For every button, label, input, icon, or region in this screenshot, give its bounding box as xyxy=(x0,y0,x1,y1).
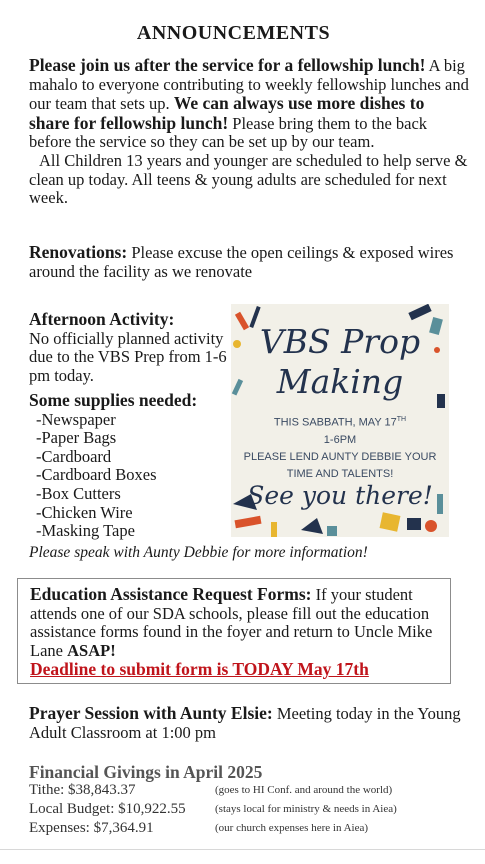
flyer-closing: See you there! xyxy=(247,481,433,510)
dishes-text: Please bring them to the back before the service so they can be set up by our team. xyxy=(29,113,428,152)
fellowship-text: A big mahalo to everyone contributing to weekly fellowship lunches and our team that sets up. xyxy=(29,56,469,114)
financial-row-expenses xyxy=(29,820,369,837)
supply-item: -Chicken Wire xyxy=(36,502,133,522)
education-text: If your student attends one of our SDA schools, please fill out the education assistance forms found in the foyer and return to Uncle Mike Lane xyxy=(30,585,433,660)
financial-row-note: (our church expenses here in Aiea) xyxy=(215,822,369,834)
supply-item: -Masking Tape xyxy=(36,521,135,541)
supplies-section xyxy=(29,391,234,541)
flyer-time: 1-6PM xyxy=(323,433,357,446)
page-divider xyxy=(0,849,485,850)
education-box xyxy=(17,578,451,684)
financial-row-tithe xyxy=(29,782,393,799)
financial-title: Financial Givings in April 2025 xyxy=(29,762,263,782)
flyer-ask-line1: PLEASE LEND AUNTY DEBBIE YOUR xyxy=(243,450,437,463)
financial-row-label: Expenses: $7,364.91 xyxy=(29,820,154,836)
flyer-date: THIS SABBATH, MAY 17 xyxy=(273,416,397,429)
flyer-title-line2: Making xyxy=(276,362,404,401)
afternoon-label: Afternoon Activity: xyxy=(29,309,175,329)
fellowship-heading: Please join us after the service for a fellowship lunch! xyxy=(29,55,426,75)
children-schedule-text: All Children 13 years and younger are scheduled to help serve & clean up today. All teens & young adults are scheduled for next week. xyxy=(29,150,468,208)
afternoon-text: No officially planned activity due to the VBS Prep from 1-6 pm today. xyxy=(29,328,227,385)
afternoon-section xyxy=(29,310,234,385)
vbs-flyer-image xyxy=(231,304,449,537)
supply-item: -Newspaper xyxy=(36,409,116,429)
flyer-info xyxy=(231,411,449,483)
prayer-section xyxy=(29,704,469,742)
supplies-label: Some supplies needed: xyxy=(29,390,198,410)
renovations-section xyxy=(29,243,469,281)
education-label: Education Assistance Request Forms: xyxy=(30,584,312,604)
supplies-note: Please speak with Aunty Debbie for more information! xyxy=(29,544,368,561)
prayer-label: Prayer Session with Aunty Elsie: xyxy=(29,703,273,723)
flyer-date-sup: TH xyxy=(396,416,407,423)
financial-row-note: (goes to HI Conf. and around the world) xyxy=(215,784,393,796)
fellowship-section xyxy=(29,56,469,208)
education-asap: ASAP! xyxy=(67,640,116,660)
page-title: ANNOUNCEMENTS xyxy=(136,22,331,44)
supply-item: -Cardboard Boxes xyxy=(36,465,157,485)
renovations-text: Please excuse the open ceilings & exposed wires around the facility as we renovate xyxy=(29,243,454,281)
education-deadline: Deadline to submit form is TODAY May 17th xyxy=(30,659,369,680)
financial-row-note: (stays local for ministry & needs in Aiea) xyxy=(215,803,397,815)
financial-row-label: Tithe: $38,843.37 xyxy=(29,782,136,798)
financial-row-label: Local Budget: $10,922.55 xyxy=(29,801,186,817)
education-text-block xyxy=(30,585,450,680)
supply-item: -Paper Bags xyxy=(36,428,117,448)
dishes-heading: We can always use more dishes to share for fellowship lunch! xyxy=(29,93,425,133)
flyer-ask-line2: TIME AND TALENTS! xyxy=(286,467,394,480)
prayer-text: Meeting today in the Young Adult Classroom at 1:00 pm xyxy=(29,704,461,742)
supply-item: -Cardboard xyxy=(36,446,112,466)
flyer-title-line1: VBS Prop xyxy=(259,322,421,361)
financial-row-local-budget xyxy=(29,801,397,818)
supply-item: -Box Cutters xyxy=(36,483,121,503)
renovations-label: Renovations: xyxy=(29,242,128,262)
